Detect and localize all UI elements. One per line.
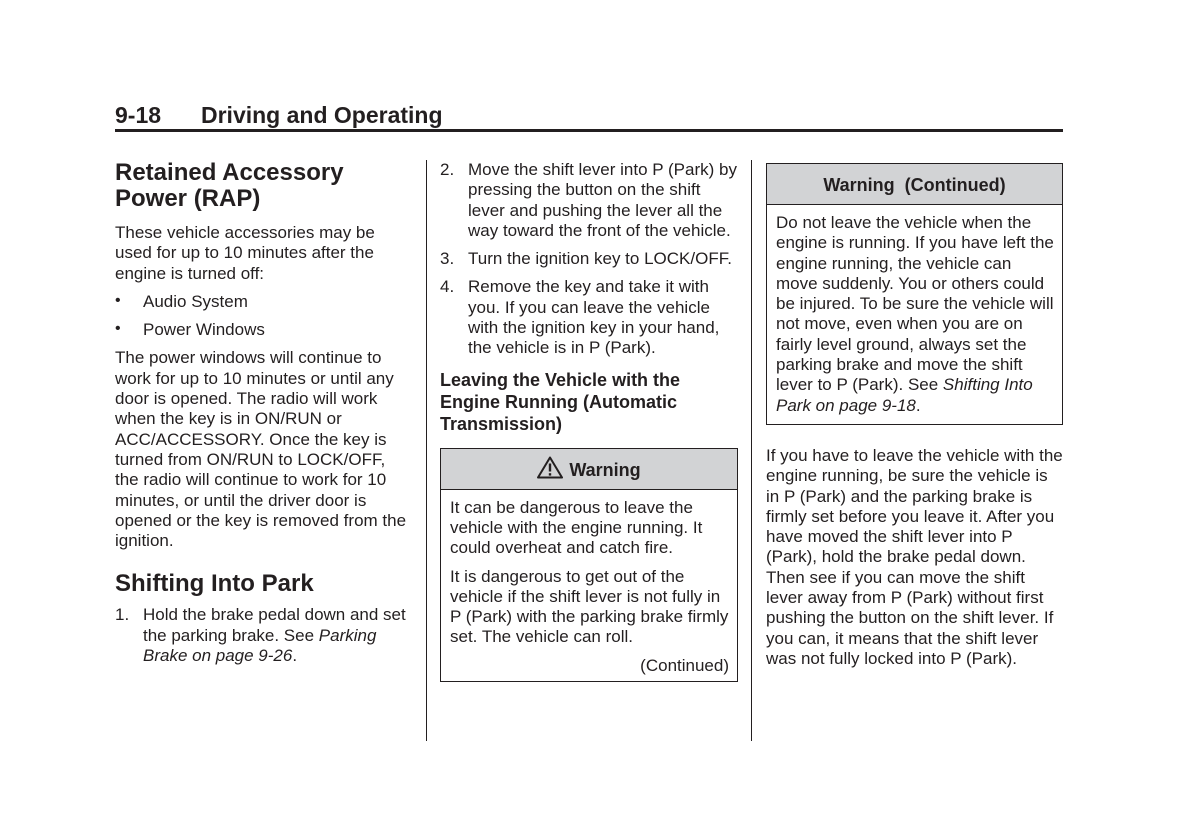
warning-body — [441, 490, 737, 681]
column-2 — [440, 160, 738, 682]
list-item — [440, 160, 738, 241]
cross-reference-link[interactable]: Parking Brake on page 9-26 — [143, 625, 377, 666]
column-divider-1 — [426, 160, 427, 741]
warning-triangle-icon — [537, 452, 563, 494]
warning-paragraph — [776, 213, 1054, 416]
list-item — [440, 249, 738, 269]
running-head — [115, 101, 1063, 129]
leaving-vehicle-body: If you have to leave the vehicle with the engine running, be sure the vehicle is in P (Park) and the parking brake is firmly set before you leave it. After you have moved the shift lever into P (Park), hold the brake pedal down. Then see if you can move the shift lever away from P (Park) without first pushing the button on the shift lever. If you can, it means that the shift lever was not fully locked into P (Park). — [766, 445, 1063, 668]
park-heading: Shifting Into Park — [115, 570, 314, 598]
rap-heading: Retained Accessory Power (RAP) — [115, 159, 344, 212]
column-divider-2 — [751, 160, 752, 741]
warning-paragraph: It can be dangerous to leave the vehicle with the engine running. It could overheat and catch fire. — [450, 497, 703, 558]
continued-label: (Continued) — [640, 655, 729, 675]
list-item: • Power Windows — [115, 320, 411, 340]
page-number: 9-18 — [115, 102, 162, 128]
warning-continued-body — [767, 205, 1062, 424]
step-text: Remove the key and take it with you. If you can leave the vehicle with the ignition key in your hand, the vehicle is in P (Park). — [468, 277, 720, 358]
step-number: 2. — [440, 160, 455, 179]
list-item — [440, 277, 738, 358]
park-steps-continued — [440, 160, 738, 359]
column-3 — [766, 163, 1063, 669]
park-steps-start — [115, 605, 411, 666]
step-number: 1. — [115, 605, 130, 625]
header-rule — [115, 129, 1063, 132]
step-text: Hold the brake pedal down and set the parking brake. See — [143, 605, 406, 645]
warning-paragraph: It is dangerous to get out of the vehicle if the shift lever is not fully in P (Park) with the parking brake firmly set. The vehicle can roll. — [450, 566, 729, 647]
step-text: Move the shift lever into P (Park) by pressing the button on the shift lever and pushing the lever all the way toward the front of the vehicle. — [468, 160, 737, 240]
step-number: 4. — [440, 277, 455, 297]
warning-title: Warning — [569, 459, 641, 480]
cross-reference-link[interactable]: Shifting Into Park on page 9-18 — [776, 375, 1033, 415]
step-number: 3. — [440, 249, 455, 269]
rap-intro: These vehicle accessories may be used for up to 10 minutes after the engine is turned off: — [115, 223, 375, 283]
warning-punctuation: . — [915, 395, 921, 415]
list-item: • Audio System — [115, 292, 411, 312]
warning-text: Do not leave the vehicle when the engine is running. If you have left the engine running, the vehicle can move suddenly. You or others could be injured. To be sure the vehicle will not move, even when you are on fairly level ground, always set the parking brake and move the shift lever to P (Park). See — [776, 213, 1054, 395]
rap-accessory-list — [115, 292, 411, 341]
step-punctuation: . — [292, 646, 298, 666]
list-item — [115, 605, 411, 666]
warning-continued-box — [766, 163, 1063, 425]
warning-box — [440, 448, 738, 682]
rap-body: The power windows will continue to work for up to 10 minutes or until any door is opened. The radio will work when the key is in ON/RUN or ACC/ACCESSORY. Once the key is turned from ON/RUN to LOCK/OFF, the radio will continue to work for 10 minutes, or until the driver door is opened or the key is removed from the ignition. — [115, 348, 407, 551]
step-text: Turn the ignition key to LOCK/OFF. — [468, 249, 732, 269]
column-1 — [115, 160, 411, 666]
warning-continued-header: Warning (Continued) — [767, 164, 1062, 205]
warning-header — [441, 449, 737, 490]
section-title: Driving and Operating — [201, 102, 443, 128]
leaving-vehicle-heading: Leaving the Vehicle with the Engine Running (Automatic Transmission) — [440, 369, 681, 434]
